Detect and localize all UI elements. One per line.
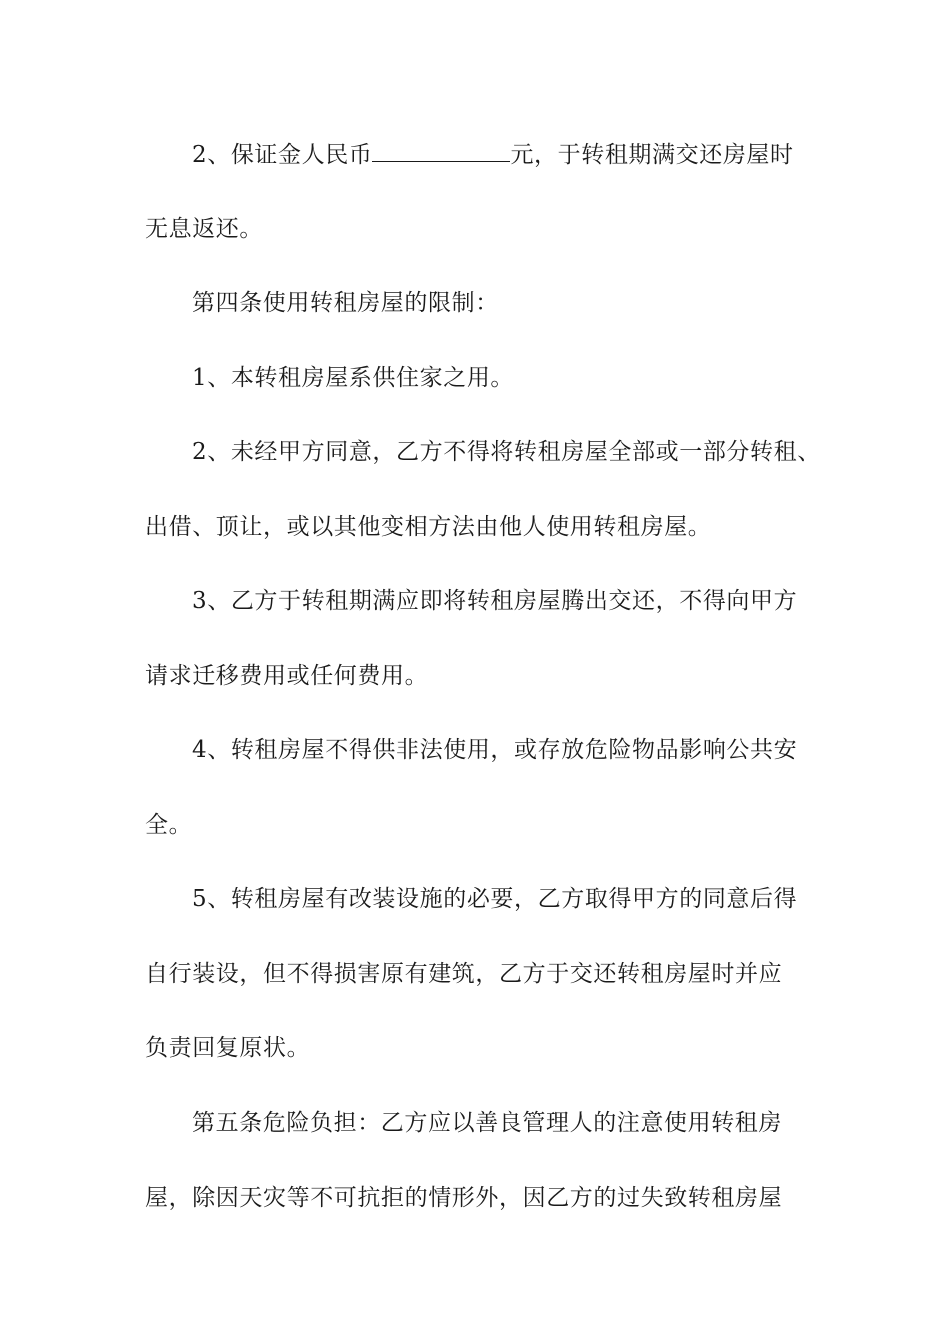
article-five-line-2: 屋，除因天灾等不可抗拒的情形外，因乙方的过失致转租房屋 (145, 1185, 783, 1211)
deposit-text-after-blank: 元，于转租期满交还房屋时 (510, 142, 794, 168)
clause-lawful-use-line-2: 全。 (145, 812, 193, 838)
clause-modification-line-3: 负责回复原状。 (145, 1035, 311, 1061)
clause-lawful-use-line-1: 4、转租房屋不得供非法使用，或存放危险物品影响公共安 (192, 737, 798, 763)
clause-modification-line-1: 5、转租房屋有改装设施的必要，乙方取得甲方的同意后得 (192, 886, 798, 912)
paragraph-deposit-line-2: 无息返还。 (145, 216, 263, 242)
clause-modification-line-2: 自行装设，但不得损害原有建筑，乙方于交还转租房屋时并应 (145, 961, 783, 987)
clause-no-sublet-line-2: 出借、顶让，或以其他变相方法由他人使用转租房屋。 (145, 514, 712, 540)
deposit-text-before-blank: 2、保证金人民币 (192, 142, 373, 168)
article-five-line-1: 第五条危险负担：乙方应以善良管理人的注意使用转租房 (192, 1110, 782, 1136)
article-four-heading: 第四条使用转租房屋的限制： (192, 290, 499, 316)
deposit-amount-blank (372, 141, 510, 162)
clause-residential-use: 1、本转租房屋系供住家之用。 (192, 365, 515, 391)
clause-vacate-line-1: 3、乙方于转租期满应即将转租房屋腾出交还，不得向甲方 (192, 588, 798, 614)
paragraph-deposit-line-1 (192, 140, 872, 170)
clause-no-sublet-line-1: 2、未经甲方同意，乙方不得将转租房屋全部或一部分转租、 (192, 439, 821, 465)
clause-vacate-line-2: 请求迁移费用或任何费用。 (145, 663, 429, 689)
